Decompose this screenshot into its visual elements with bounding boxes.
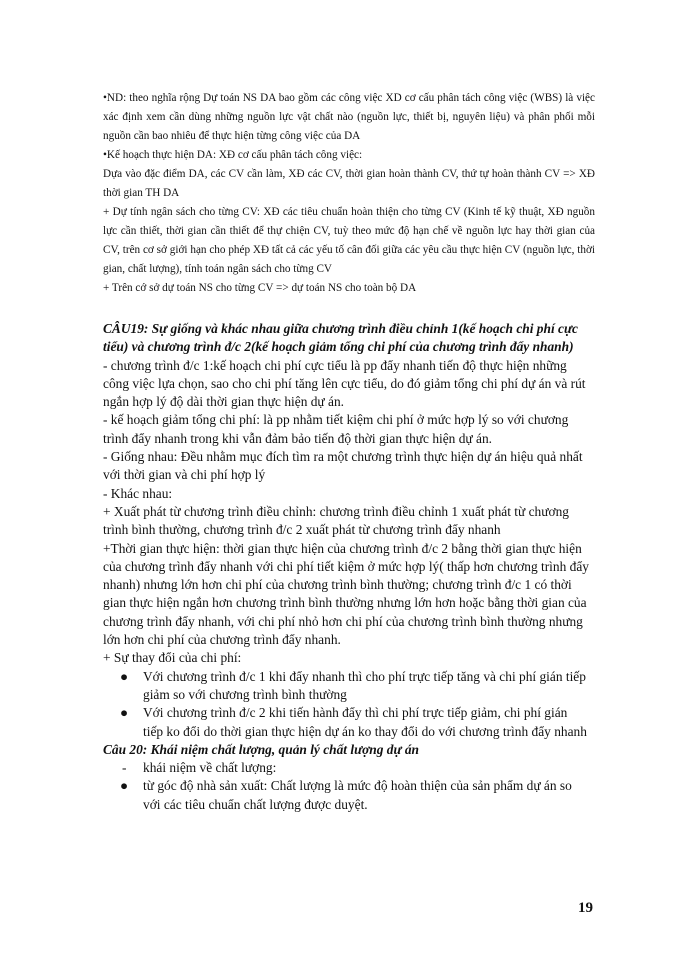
list-item: [103, 704, 595, 741]
project-features-paragraph: Dựa vào đặc điểm DA, các CV cần làm, XĐ các CV, thời gian hoàn thành CV, thứ tự hoàn thành CV => XĐ thời gian TH DA: [103, 168, 595, 199]
content-definition-paragraph: •ND: theo nghĩa rộng Dự toán NS DA bao gồm các công việc XD cơ cấu phân tách công việc (WBS) là việc xác định xem cần dùng những nguồn lực vật chất nào (nguồn lực, thiết bị, nguyên liệu) và phân phối mỗi nguồn cần bao nhiêu để thực hiện từng công việc của DA: [103, 92, 595, 142]
q19-paragraph: - chương trình đ/c 1:kế hoạch chi phí cực tiểu là pp đẩy nhanh tiến độ thực hiện những công việc lựa chọn, sao cho chi phí tăng lên cực tiểu, do đó giảm tổng chi phí dự án và rút ngắn hợp lý độ dài thời gian thực hiện dự án.: [103, 357, 586, 410]
list-item-text: Với chương trình đ/c 1 khi đẩy nhanh thì cho phí trực tiếp tăng và chi phí gián tiếp giảm so với chương trình bình thường: [143, 668, 586, 702]
list-item-text: từ góc độ nhà sản xuất: Chất lượng là mức độ hoàn thiện của sản phẩm dự án so với các tiêu chuẩn chất lượng được duyệt.: [143, 778, 572, 812]
bullet-icon: ●: [120, 668, 129, 684]
question-section: [103, 320, 595, 814]
q19-paragraph: - Giống nhau: Đều nhằm mục đích tìm ra một chương trình thực hiện dự án hiệu quả nhất với thời gian và chi phí hợp lý: [103, 449, 583, 483]
q19-paragraph: - Khác nhau:: [103, 485, 173, 501]
q19-paragraph: +Thời gian thực hiện: thời gian thực hiện của chương trình đ/c 2 bằng thời gian thực hiện của chương trình đẩy nhanh với chi phí tiết kiệm ở mức hợp lý( thấp hơn chương trình đẩy nhanh) nhưng lớn hơn chi phí của chương trình bình thường; chương trình đ/c 1 có thời gian thực hiện ngắn hơn chương trình bình thường nhưng lớn hơn hoặc bằng thời gian của chương trình đẩy nhanh, với chi phí nhỏ hơn chi phí của chương trình bình thường nhưng lớn hơn chi phí của chương trình đẩy nhanh.: [103, 540, 589, 648]
q19-paragraph: + Sự thay đổi của chi phí:: [103, 650, 242, 666]
q19-paragraph: - kế hoạch giảm tổng chi phí: là pp nhằm tiết kiệm chi phí ở mức hợp lý so với chương trình đẩy nhanh trong khi vẫn đảm bảo tiến độ thời gian thực hiện dự án.: [103, 412, 569, 446]
list-item-text: Với chương trình đ/c 2 khi tiến hành đẩy thì chi phí trực tiếp giảm, chi phí gián tiếp ko đổi do thời gian thực hiện dự án ko thay đổi do với chương trình đẩy nhanh: [143, 705, 587, 739]
question-19-heading: CÂU19: Sự giống và khác nhau giữa chương trình điều chỉnh 1(kế hoạch chi phí cực tiểu) và chương trình đ/c 2(kế hoạch giảm tổng chi phí của chương trình đẩy nhanh): [103, 321, 578, 355]
list-item: [103, 759, 595, 777]
total-budget-paragraph: + Trên cớ sở dự toán NS cho từng CV => dự toán NS cho toàn bộ DA: [103, 282, 417, 294]
bullet-icon: ●: [120, 705, 129, 721]
budget-estimate-paragraph: + Dự tính ngân sách cho từng CV: XĐ các tiêu chuẩn hoàn thiện cho từng CV (Kinh tế kỹ thuật, XĐ nguồn lực cần thiết, thời gian cần thiết để thự chiện CV, tuỳ theo mức độ hạn chế về nguồn lực hay thời gian của CV, trên cơ sở giới hạn cho phép XĐ tất cả các yếu tố cân đối giữa các yêu cầu thực hiện CV (nguồn lực, thời gian, chất lượng), tính toán ngân sách cho từng CV: [103, 206, 595, 275]
list-item: [103, 668, 595, 705]
dash-icon: -: [122, 760, 127, 776]
list-item-text: khái niệm về chất lượng:: [143, 760, 277, 776]
list-item: [103, 777, 595, 814]
q19-paragraph: + Xuất phát từ chương trình điều chỉnh: chương trình điều chỉnh 1 xuất phát từ chương trình bình thường, chương trình đ/c 2 xuất phát từ chương trình đẩy nhanh: [103, 503, 569, 538]
page-number: 19: [578, 900, 593, 916]
question-20-heading: Câu 20: Khái niệm chất lượng, quản lý chất lượng dự án: [103, 741, 419, 757]
budget-section: [103, 89, 595, 298]
implementation-plan-paragraph: •Kế hoạch thực hiện DA: XĐ cơ cấu phân tách công việc:: [103, 149, 363, 161]
bullet-icon: ●: [120, 778, 129, 794]
